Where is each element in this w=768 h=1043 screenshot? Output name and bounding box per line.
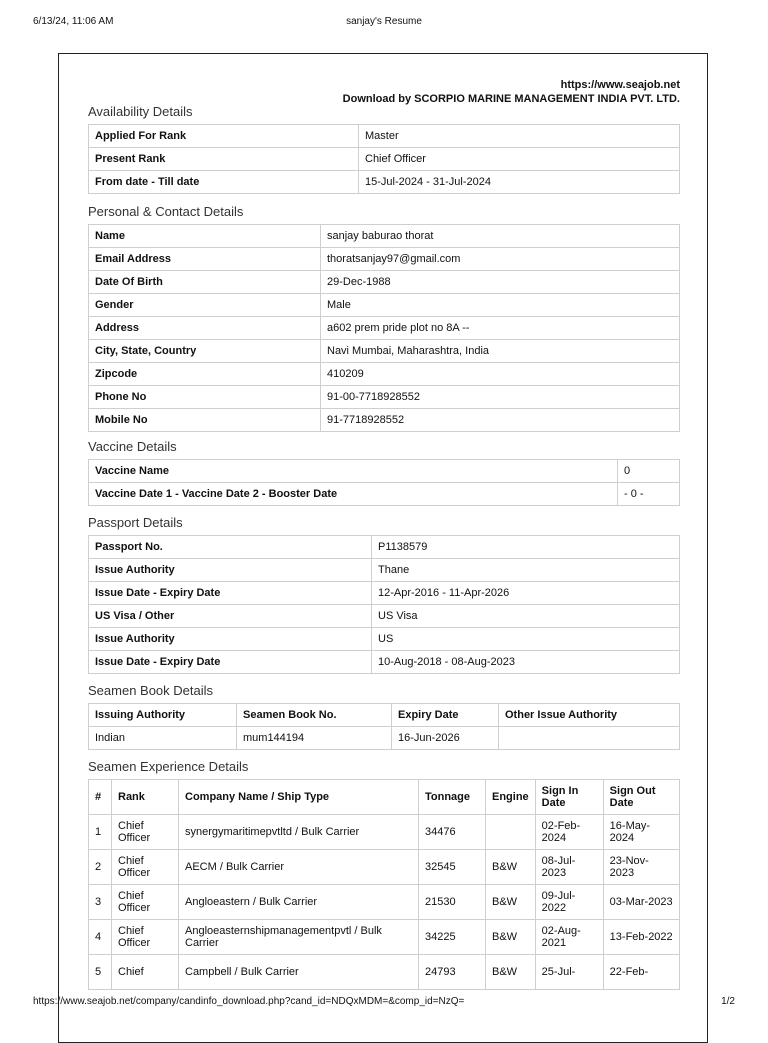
experience-header: Sign Out Date [603,780,679,815]
personal-label: Date Of Birth [89,271,321,294]
passport-label: US Visa / Other [89,605,372,628]
experience-cell: Campbell / Bulk Carrier [179,955,419,990]
vaccine-value: 0 [618,460,680,483]
experience-cell: 24793 [419,955,486,990]
experience-cell: 08-Jul-2023 [535,850,603,885]
personal-row [89,386,680,409]
availability-value: 15-Jul-2024 - 31-Jul-2024 [359,171,680,194]
experience-cell: B&W [486,885,536,920]
experience-table [88,779,680,990]
experience-cell: B&W [486,850,536,885]
availability-value: Master [359,125,680,148]
passport-row [89,628,680,651]
experience-cell: AECM / Bulk Carrier [179,850,419,885]
passport-row [89,559,680,582]
experience-title: Seamen Experience Details [88,759,249,774]
experience-cell: 4 [89,920,112,955]
experience-cell: 03-Mar-2023 [603,885,679,920]
experience-cell: 2 [89,850,112,885]
passport-value: US Visa [372,605,680,628]
personal-value: a602 prem pride plot no 8A -- [321,317,680,340]
print-url: https://www.seajob.net/company/candinfo_download.php?cand_id=NDQxMDM=&comp_id=NzQ= [33,996,465,1007]
personal-row [89,294,680,317]
passport-row [89,605,680,628]
experience-cell: synergymaritimepvtltd / Bulk Carrier [179,815,419,850]
personal-row [89,225,680,248]
seamen-book-header: Issuing Authority [89,704,237,727]
vaccine-label: Vaccine Name [89,460,618,483]
experience-cell: 09-Jul-2022 [535,885,603,920]
personal-label: Address [89,317,321,340]
passport-row [89,651,680,674]
personal-value: thoratsanjay97@gmail.com [321,248,680,271]
personal-row [89,317,680,340]
availability-table [88,124,680,194]
experience-cell: 16-May-2024 [603,815,679,850]
passport-value: 10-Aug-2018 - 08-Aug-2023 [372,651,680,674]
personal-label: Phone No [89,386,321,409]
passport-value: US [372,628,680,651]
experience-cell: 22-Feb- [603,955,679,990]
passport-row [89,536,680,559]
seamen-book-header: Other Issue Authority [499,704,680,727]
print-title: sanjay's Resume [346,16,422,27]
seamen-book-header: Expiry Date [392,704,499,727]
personal-value: Navi Mumbai, Maharashtra, India [321,340,680,363]
availability-label: Present Rank [89,148,359,171]
personal-title: Personal & Contact Details [88,204,244,219]
personal-label: Name [89,225,321,248]
personal-row [89,363,680,386]
experience-cell: 34476 [419,815,486,850]
personal-table [88,224,680,432]
experience-cell: 02-Aug-2021 [535,920,603,955]
personal-row [89,271,680,294]
passport-label: Issue Authority [89,628,372,651]
passport-value: 12-Apr-2016 - 11-Apr-2026 [372,582,680,605]
passport-row [89,582,680,605]
passport-title: Passport Details [88,515,183,530]
experience-cell: B&W [486,955,536,990]
seamen-book-table [88,703,680,750]
personal-value: 91-00-7718928552 [321,386,680,409]
passport-label: Passport No. [89,536,372,559]
experience-cell: B&W [486,920,536,955]
experience-cell: Chief Officer [112,850,179,885]
availability-row [89,171,680,194]
vaccine-row [89,483,680,506]
table-row [89,955,680,990]
personal-value: 410209 [321,363,680,386]
passport-value: Thane [372,559,680,582]
seamen-book-cell: mum144194 [237,727,392,750]
experience-cell: 1 [89,815,112,850]
experience-cell: Chief Officer [112,920,179,955]
seamen-book-title: Seamen Book Details [88,683,214,698]
experience-header: Rank [112,780,179,815]
experience-cell: 5 [89,955,112,990]
availability-value: Chief Officer [359,148,680,171]
print-datetime: 6/13/24, 11:06 AM [33,16,114,27]
table-row [89,815,680,850]
availability-title: Availability Details [88,104,193,119]
seamen-book-header: Seamen Book No. [237,704,392,727]
table-row [89,885,680,920]
availability-label: Applied For Rank [89,125,359,148]
availability-row [89,148,680,171]
experience-header: Company Name / Ship Type [179,780,419,815]
site-url: https://www.seajob.net [560,79,680,91]
download-by: Download by SCORPIO MARINE MANAGEMENT INDIA PVT. LTD. [342,93,680,105]
personal-label: Zipcode [89,363,321,386]
experience-cell: 25-Jul- [535,955,603,990]
experience-cell [486,815,536,850]
seamen-book-cell: 16-Jun-2026 [392,727,499,750]
experience-cell: 3 [89,885,112,920]
passport-value: P1138579 [372,536,680,559]
experience-cell: Angloeastern / Bulk Carrier [179,885,419,920]
experience-cell: Chief [112,955,179,990]
experience-cell: Angloeasternshipmanagementpvtl / Bulk Carrier [179,920,419,955]
table-row [89,850,680,885]
experience-header: Engine [486,780,536,815]
experience-cell: 34225 [419,920,486,955]
personal-label: Gender [89,294,321,317]
experience-header: Sign In Date [535,780,603,815]
experience-cell: 02-Feb-2024 [535,815,603,850]
passport-table [88,535,680,674]
personal-value: sanjay baburao thorat [321,225,680,248]
experience-cell: 13-Feb-2022 [603,920,679,955]
personal-value: 91-7718928552 [321,409,680,432]
experience-header: Tonnage [419,780,486,815]
seamen-book-cell: Indian [89,727,237,750]
experience-cell: Chief Officer [112,815,179,850]
personal-value: 29-Dec-1988 [321,271,680,294]
vaccine-label: Vaccine Date 1 - Vaccine Date 2 - Booster Date [89,483,618,506]
availability-row [89,125,680,148]
passport-label: Issue Date - Expiry Date [89,651,372,674]
vaccine-title: Vaccine Details [88,439,177,454]
personal-label: City, State, Country [89,340,321,363]
passport-label: Issue Date - Expiry Date [89,582,372,605]
availability-label: From date - Till date [89,171,359,194]
personal-row [89,340,680,363]
personal-value: Male [321,294,680,317]
page-number: 1/2 [721,996,735,1007]
vaccine-table [88,459,680,506]
experience-cell: Chief Officer [112,885,179,920]
experience-cell: 23-Nov-2023 [603,850,679,885]
personal-label: Mobile No [89,409,321,432]
passport-label: Issue Authority [89,559,372,582]
vaccine-value: - 0 - [618,483,680,506]
experience-header: # [89,780,112,815]
personal-label: Email Address [89,248,321,271]
table-row [89,920,680,955]
vaccine-row [89,460,680,483]
seamen-book-cell [499,727,680,750]
personal-row [89,248,680,271]
experience-cell: 32545 [419,850,486,885]
personal-row [89,409,680,432]
experience-cell: 21530 [419,885,486,920]
